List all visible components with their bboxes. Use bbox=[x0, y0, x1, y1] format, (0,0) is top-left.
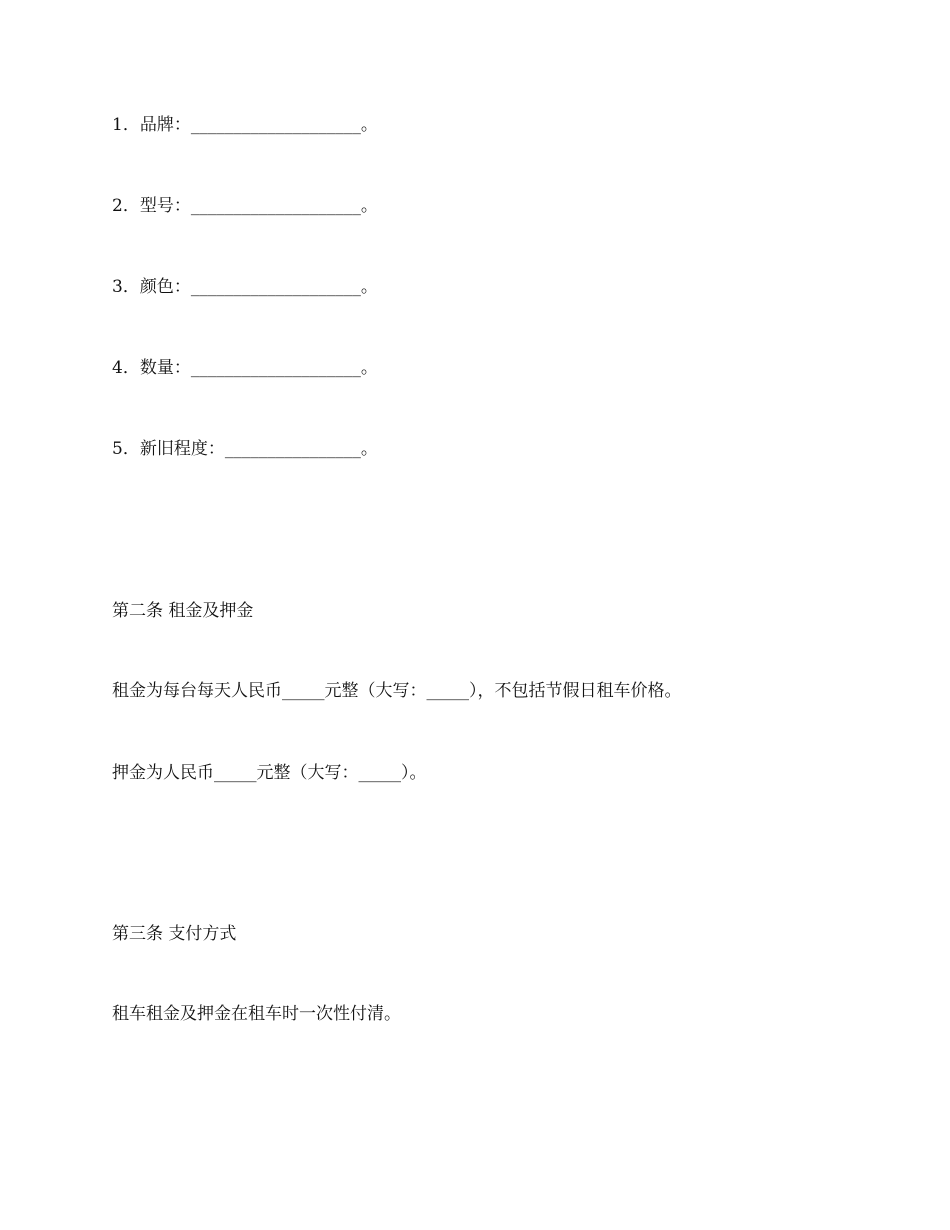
item-brand: 1．品牌：____________________。 bbox=[112, 115, 378, 135]
section-heading-rent-deposit: 第二条 租金及押金 bbox=[112, 601, 254, 621]
item-model: 2．型号：____________________。 bbox=[112, 196, 378, 216]
item-condition: 5．新旧程度：________________。 bbox=[112, 439, 378, 459]
item-color: 3．颜色：____________________。 bbox=[112, 277, 378, 297]
section-heading-payment: 第三条 支付方式 bbox=[112, 924, 237, 944]
item-quantity: 4．数量：____________________。 bbox=[112, 358, 378, 378]
payment-paragraph: 租车租金及押金在租车时一次性付清。 bbox=[112, 1004, 401, 1024]
rent-paragraph: 租金为每台每天人民币_____元整（大写：_____），不包括节假日租车价格。 bbox=[112, 681, 682, 701]
deposit-paragraph: 押金为人民币_____元整（大写：_____）。 bbox=[112, 763, 427, 783]
